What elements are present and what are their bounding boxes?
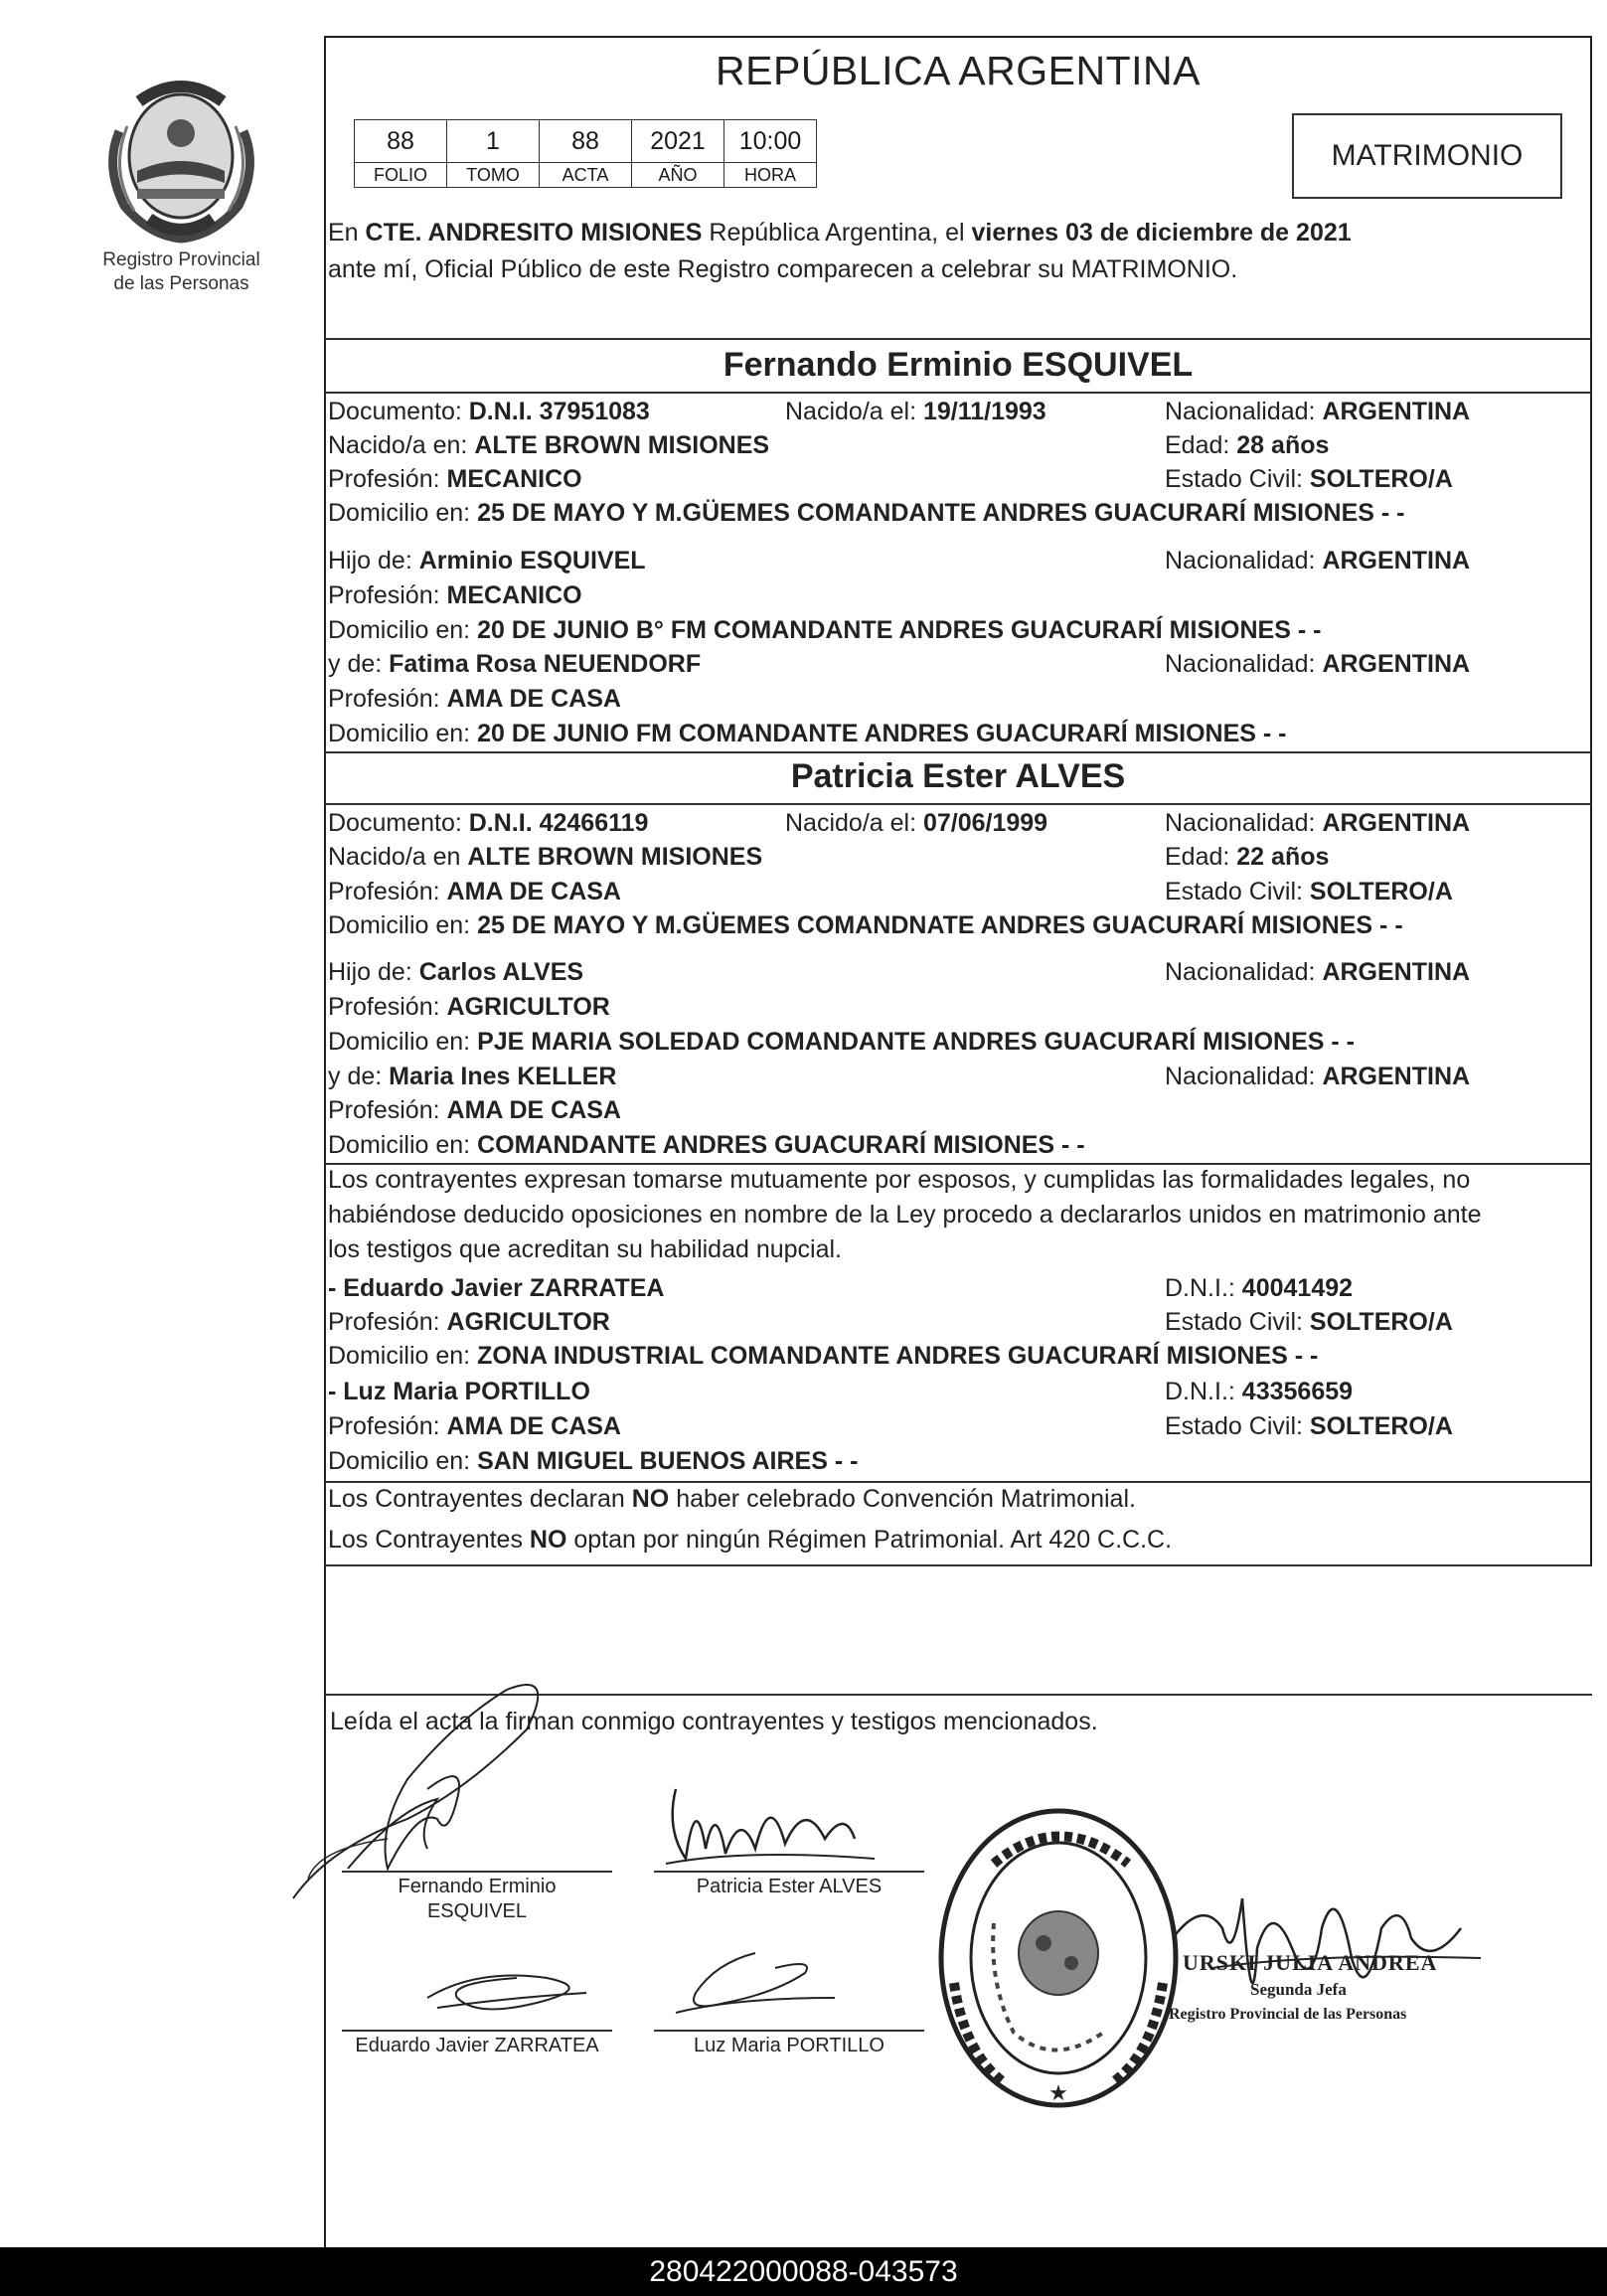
groom-nationality <box>1165 398 1470 426</box>
bride-name-heading: Patricia Ester ALVES <box>790 757 1126 795</box>
groom-birthdate <box>785 398 1046 426</box>
field-value: SOLTERO/A <box>1309 878 1453 905</box>
field-value: SOLTERO/A <box>1309 465 1453 493</box>
province-seal-logo <box>99 72 263 246</box>
document-barcode-number: 280422000088-043573 <box>0 2247 1607 2296</box>
field-label: Hijo de: <box>328 547 419 574</box>
field-value: MECANICO <box>446 581 582 609</box>
tomo-value: 1 <box>447 120 540 163</box>
registry-caption-line1: Registro Provincial <box>102 249 260 270</box>
witness-2-civil-status <box>1165 1412 1453 1441</box>
field-value: 19/11/1993 <box>922 398 1046 425</box>
bride-signature-name: Patricia Ester ALVES <box>696 1876 883 1897</box>
tomo-label: TOMO <box>447 163 540 188</box>
witness-1-address <box>328 1342 1318 1371</box>
field-value: AMA DE CASA <box>446 685 621 713</box>
groom-mother <box>328 650 701 679</box>
field-label: Profesión: <box>328 1096 447 1124</box>
witness-1-profession <box>328 1308 610 1337</box>
field-label: Edad: <box>1165 431 1237 459</box>
field-value: 20 DE JUNIO B° FM COMANDANTE ANDRES GUACURARÍ MISIONES - - <box>477 616 1322 644</box>
intro-line-2: ante mí, Oficial Público de este Registro comparecen a celebrar su MATRIMONIO. <box>328 255 1238 283</box>
document-title: REPÚBLICA ARGENTINA <box>716 48 1201 93</box>
witness-1-signature-name: Eduardo Javier ZARRATEA <box>355 2035 599 2056</box>
bride-civil-status <box>1165 878 1453 906</box>
field-label: Nacionalidad: <box>1165 650 1323 678</box>
groom-father <box>328 547 646 575</box>
groom-civil-status <box>1165 465 1453 494</box>
witness-1-signature-line <box>342 2030 612 2032</box>
field-value: AGRICULTOR <box>446 993 610 1021</box>
field-label: Nacido/a en <box>328 843 468 871</box>
field-value: Carlos ALVES <box>418 958 584 986</box>
witness-1-name <box>328 1274 664 1303</box>
witness-2-signature-line <box>654 2030 924 2032</box>
groom-father-nationality <box>1165 547 1470 575</box>
field-label: Hijo de: <box>328 958 419 986</box>
intro-text-b: República Argentina, el <box>702 219 972 246</box>
witness-1-civil-status <box>1165 1308 1453 1337</box>
field-label: Profesión: <box>328 878 447 905</box>
divider <box>324 751 1592 753</box>
bride-signature <box>646 1769 894 1879</box>
field-label: Nacido/a el: <box>785 398 923 425</box>
note-text: Los Contrayentes declaran <box>328 1485 632 1513</box>
field-value: ARGENTINA <box>1322 398 1471 425</box>
groom-signature-line <box>342 1871 612 1873</box>
field-label: Nacido/a en: <box>328 431 475 459</box>
groom-name-heading: Fernando Erminio ESQUIVEL <box>723 346 1194 384</box>
divider <box>324 1564 1592 1566</box>
official-name-stamp: URSKI JULIA ANDREA <box>1183 1950 1438 1975</box>
registry-office-stamp <box>934 1804 1183 2112</box>
registry-caption <box>70 248 293 296</box>
field-value: AMA DE CASA <box>446 878 621 905</box>
witness-1-dni <box>1165 1274 1353 1303</box>
witness-2-profession <box>328 1412 621 1441</box>
bride-address <box>328 911 1403 940</box>
field-value: 20 DE JUNIO FM COMANDANTE ANDRES GUACURARÍ MISIONES - - <box>477 720 1287 747</box>
field-value: AMA DE CASA <box>446 1096 621 1124</box>
frame-top-border <box>324 36 1592 38</box>
bride-mother <box>328 1063 616 1091</box>
signature-name-line: ESQUIVEL <box>426 1900 528 1922</box>
bride-mother-profession <box>328 1096 621 1125</box>
note-text: Los Contrayentes <box>328 1526 530 1554</box>
field-value: Fatima Rosa NEUENDORF <box>389 650 702 678</box>
intro-line-1 <box>328 219 1352 247</box>
field-value: AMA DE CASA <box>446 1412 621 1440</box>
acta-value: 88 <box>540 120 632 163</box>
groom-signature-name <box>342 1875 612 1924</box>
field-label: D.N.I.: <box>1165 1274 1242 1302</box>
field-label: D.N.I.: <box>1165 1378 1242 1405</box>
groom-mother-profession <box>328 685 621 714</box>
bride-profession <box>328 878 621 906</box>
field-value: PJE MARIA SOLEDAD COMANDANTE ANDRES GUACURARÍ MISIONES - - <box>477 1028 1355 1056</box>
bride-document <box>328 809 648 838</box>
groom-mother-address <box>328 720 1286 748</box>
field-value: 22 años <box>1236 843 1330 871</box>
field-label: Nacionalidad: <box>1165 398 1323 425</box>
field-label: Domicilio en: <box>328 911 478 939</box>
groom-address <box>328 499 1405 528</box>
hour-label: HORA <box>724 163 817 188</box>
intro-text-a: En <box>328 219 366 246</box>
registry-caption-line2: de las Personas <box>113 273 249 294</box>
field-label: Documento: <box>328 809 469 837</box>
groom-signature <box>288 1650 686 1908</box>
note-emphasis: NO <box>631 1485 670 1513</box>
field-value: - Luz Maria PORTILLO <box>328 1378 590 1405</box>
bride-birthplace <box>328 843 762 872</box>
field-label: Estado Civil: <box>1165 1412 1310 1440</box>
year-value: 2021 <box>632 120 724 163</box>
signature-name-line: Fernando Erminio <box>398 1876 557 1897</box>
record-type-box: MATRIMONIO <box>1292 113 1562 199</box>
declaration-line-2: habiéndose deducido oposiciones en nombre de la Ley procedo a declararlos unidos en matrimonio ante <box>328 1201 1482 1229</box>
groom-birthplace <box>328 431 769 460</box>
note-regime <box>328 1526 1172 1555</box>
field-value: AGRICULTOR <box>446 1308 610 1336</box>
field-label: Estado Civil: <box>1165 465 1310 493</box>
field-label: Profesión: <box>328 1412 447 1440</box>
field-value: ALTE BROWN MISIONES <box>467 843 763 871</box>
acta-label: ACTA <box>540 163 632 188</box>
year-label: AÑO <box>632 163 724 188</box>
note-text: optan por ningún Régimen Patrimonial. Art 420 C.C.C. <box>566 1526 1173 1554</box>
witness-2-signature-name: Luz Maria PORTILLO <box>694 2035 884 2056</box>
field-label: Documento: <box>328 398 469 425</box>
field-value: ZONA INDUSTRIAL COMANDANTE ANDRES GUACURARÍ MISIONES - - <box>477 1342 1319 1370</box>
field-label: Estado Civil: <box>1165 878 1310 905</box>
bride-signature-line <box>654 1871 924 1873</box>
intro-date: viernes 03 de diciembre de 2021 <box>971 219 1352 246</box>
bride-birthdate <box>785 809 1047 838</box>
bride-mother-address <box>328 1131 1085 1160</box>
field-value: SOLTERO/A <box>1309 1412 1453 1440</box>
field-label: Domicilio en: <box>328 616 478 644</box>
field-label: Nacionalidad: <box>1165 958 1323 986</box>
field-value: 25 DE MAYO Y M.GÜEMES COMANDNATE ANDRES GUACURARÍ MISIONES - - <box>477 911 1403 939</box>
intro-place: CTE. ANDRESITO MISIONES <box>365 219 703 246</box>
folio-value: 88 <box>355 120 447 163</box>
field-label: Domicilio en: <box>328 1447 478 1475</box>
note-emphasis: NO <box>529 1526 567 1554</box>
field-value: 40041492 <box>1241 1274 1354 1302</box>
field-label: Nacionalidad: <box>1165 809 1323 837</box>
field-value: 25 DE MAYO Y M.GÜEMES COMANDANTE ANDRES GUACURARÍ MISIONES - - <box>477 499 1405 527</box>
witness-2-dni <box>1165 1378 1353 1406</box>
declaration-line-1: Los contrayentes expresan tomarse mutuamente por esposos, y cumplidas las formalidades legales, no <box>328 1166 1471 1194</box>
folio-label: FOLIO <box>355 163 447 188</box>
field-value: ARGENTINA <box>1322 1063 1471 1090</box>
field-label: Domicilio en: <box>328 1028 478 1056</box>
divider <box>324 338 1592 340</box>
field-value: ARGENTINA <box>1322 547 1471 574</box>
field-value: ARGENTINA <box>1322 958 1471 986</box>
note-convention <box>328 1485 1136 1514</box>
record-info-table <box>354 119 817 188</box>
divider <box>324 1163 1592 1165</box>
field-value: ALTE BROWN MISIONES <box>474 431 770 459</box>
official-office-stamp: Registro Provincial de las Personas <box>1169 2006 1407 2023</box>
field-value: - Eduardo Javier ZARRATEA <box>328 1274 665 1302</box>
field-value: ARGENTINA <box>1322 809 1471 837</box>
groom-age <box>1165 431 1329 460</box>
divider <box>324 1481 1592 1483</box>
field-value: Arminio ESQUIVEL <box>418 547 646 574</box>
bride-father-profession <box>328 993 610 1022</box>
bride-father-nationality <box>1165 958 1470 987</box>
field-value: 07/06/1999 <box>922 809 1048 837</box>
hour-value: 10:00 <box>724 120 817 163</box>
field-label: Profesión: <box>328 581 447 609</box>
field-label: Nacionalidad: <box>1165 1063 1323 1090</box>
groom-mother-nationality <box>1165 650 1470 679</box>
closing-statement: Leída el acta la firman conmigo contrayentes y testigos mencionados. <box>330 1708 1098 1735</box>
field-label: Estado Civil: <box>1165 1308 1310 1336</box>
field-label: Profesión: <box>328 1308 447 1336</box>
field-value: 28 años <box>1236 431 1330 459</box>
field-label: y de: <box>328 1063 390 1090</box>
field-label: Edad: <box>1165 843 1237 871</box>
groom-profession <box>328 465 582 494</box>
groom-father-address <box>328 616 1321 645</box>
groom-document <box>328 398 650 426</box>
field-value: ARGENTINA <box>1322 650 1471 678</box>
bride-dni: D.N.I. 42466119 <box>468 809 649 837</box>
note-text: haber celebrado Convención Matrimonial. <box>669 1485 1136 1513</box>
field-label: Domicilio en: <box>328 720 478 747</box>
bride-father-address <box>328 1028 1355 1057</box>
field-value: SAN MIGUEL BUENOS AIRES - - <box>477 1447 859 1475</box>
bride-nationality <box>1165 809 1470 838</box>
field-label: Nacionalidad: <box>1165 547 1323 574</box>
field-label: Domicilio en: <box>328 499 478 527</box>
field-value: COMANDANTE ANDRES GUACURARÍ MISIONES - - <box>477 1131 1085 1159</box>
field-label: Domicilio en: <box>328 1342 478 1370</box>
field-label: y de: <box>328 650 390 678</box>
field-value: 43356659 <box>1241 1378 1354 1405</box>
bride-mother-nationality <box>1165 1063 1470 1091</box>
witness-2-name <box>328 1378 590 1406</box>
witness-1-signature <box>417 1948 616 2028</box>
field-label: Profesión: <box>328 685 447 713</box>
field-label: Nacido/a el: <box>785 809 923 837</box>
frame-right-border <box>1590 36 1592 1566</box>
field-label: Profesión: <box>328 993 447 1021</box>
svg-text:★: ★ <box>1048 2080 1068 2105</box>
bride-age <box>1165 843 1329 872</box>
bride-father <box>328 958 583 987</box>
divider <box>324 803 1592 805</box>
witness-2-address <box>328 1447 858 1476</box>
field-value: MECANICO <box>446 465 582 493</box>
witness-2-signature <box>656 1943 855 2033</box>
groom-father-profession <box>328 581 582 610</box>
divider <box>324 392 1592 394</box>
field-label: Domicilio en: <box>328 1131 478 1159</box>
field-value: Maria Ines KELLER <box>389 1063 617 1090</box>
official-role-stamp: Segunda Jefa <box>1250 1980 1347 1999</box>
field-label: Profesión: <box>328 465 447 493</box>
field-value: SOLTERO/A <box>1309 1308 1453 1336</box>
declaration-line-3: los testigos que acreditan su habilidad nupcial. <box>328 1235 843 1263</box>
groom-dni: D.N.I. 37951083 <box>468 398 650 425</box>
